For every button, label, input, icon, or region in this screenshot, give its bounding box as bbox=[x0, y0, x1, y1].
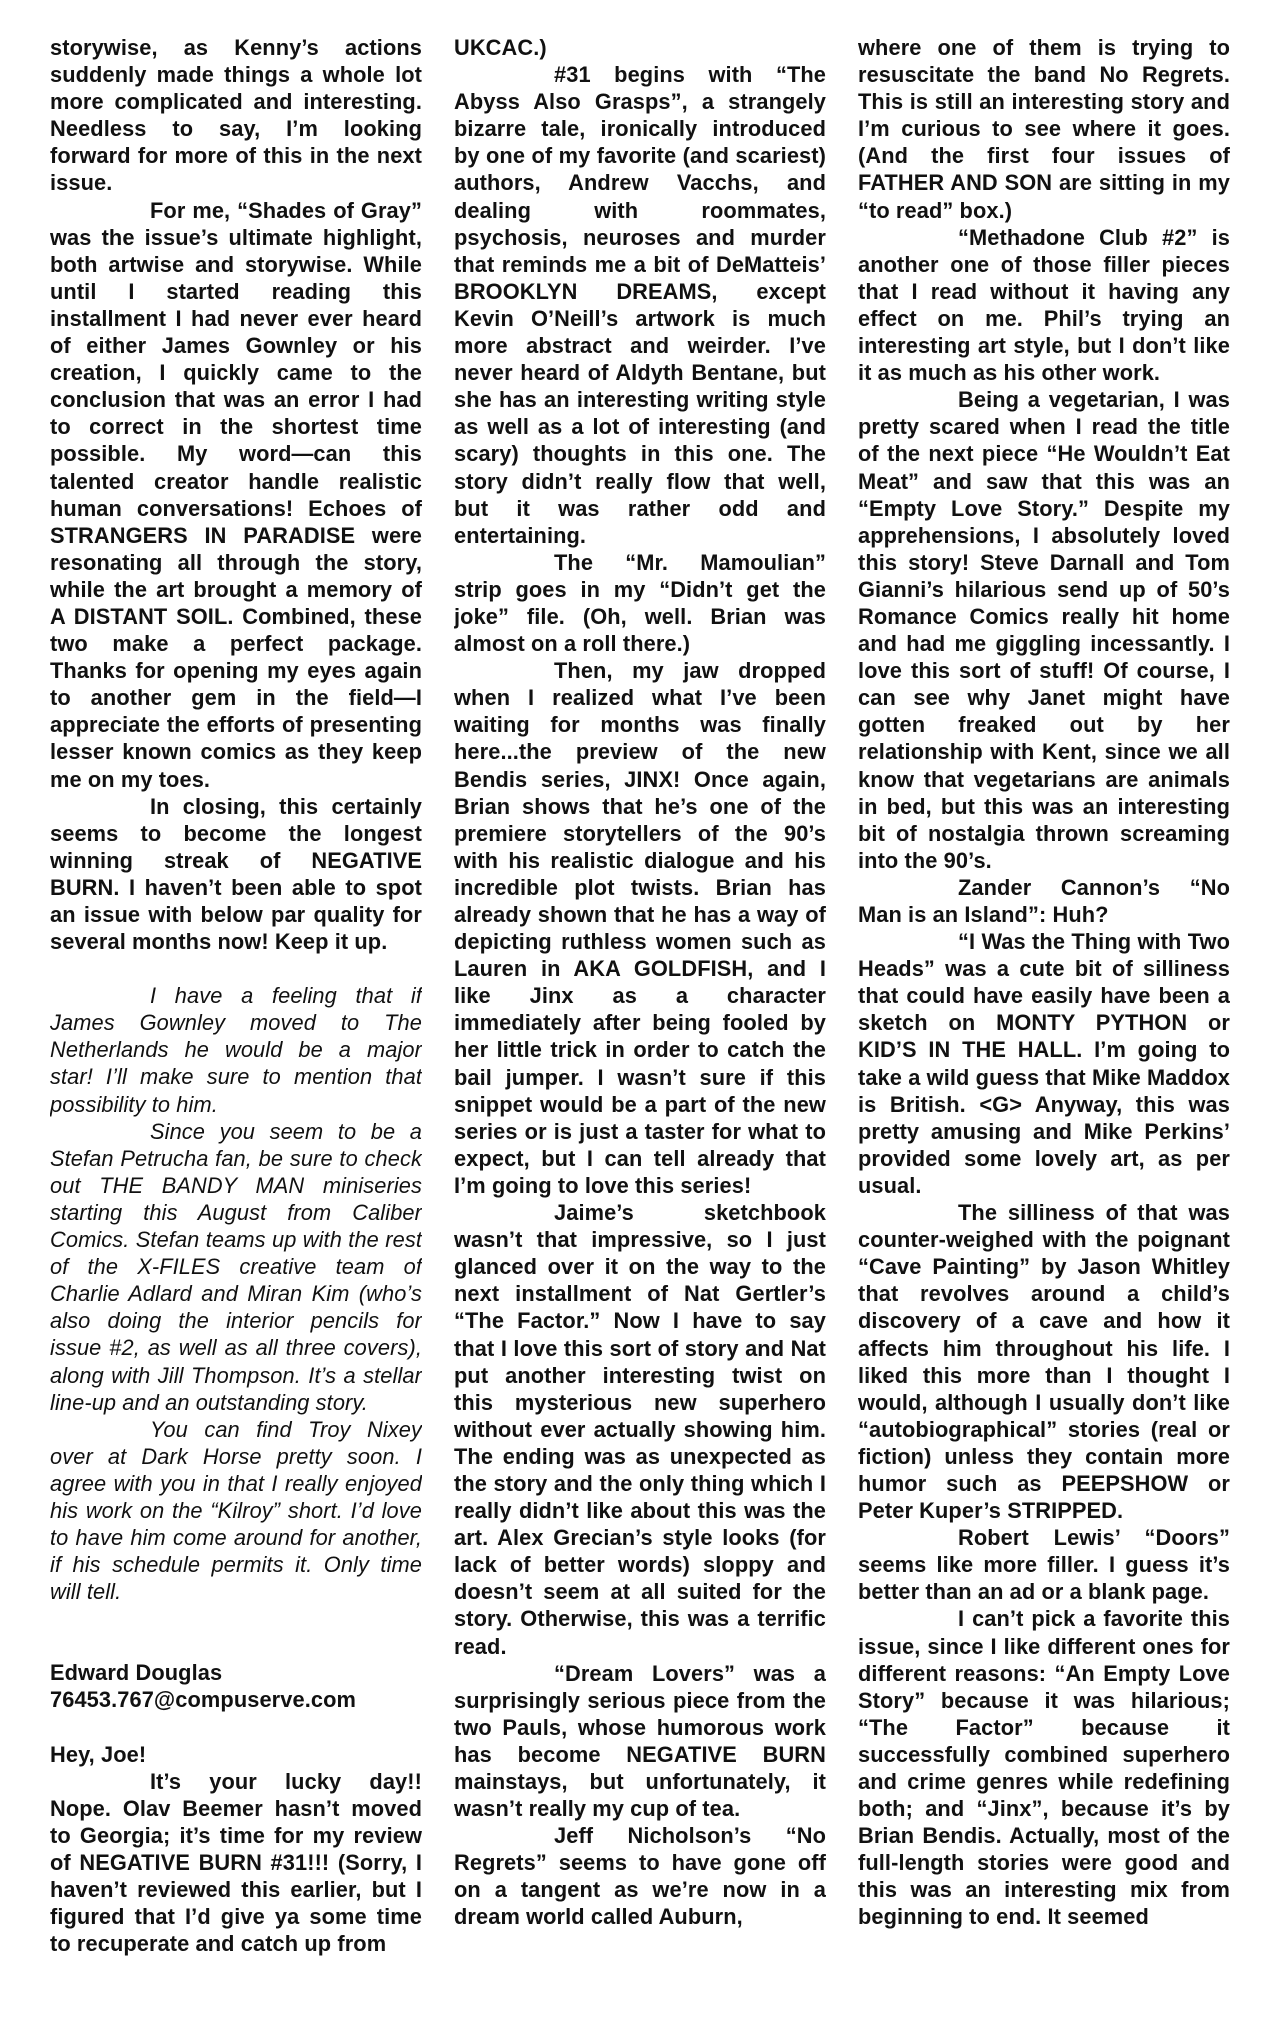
column-right bbox=[858, 34, 1230, 1994]
paragraph: The silliness of that was counter-weighed with the poignant “Cave Painting” by Jason Whitley that revolves around a child’s discovery of a cave and how it affects him throughout his life. I liked this more than I thought I would, although I usually don’t like “autobiographical” stories (real or fiction) unless they contain more humor such as PEEPSHOW or Peter Kuper’s STRIPPED. bbox=[858, 1200, 1230, 1524]
paragraph: “Methadone Club #2” is another one of those filler pieces that I read without it having any effect on me. Phil’s trying an interesting art style, but I don’t like it as much as his other work. bbox=[858, 224, 1230, 386]
paragraph: In closing, this certainly seems to become the longest winning streak of NEGATIVE BURN. I haven’t been able to spot an issue with below par quality for several months now! Keep it up. bbox=[50, 793, 422, 955]
paragraph: I can’t pick a favorite this issue, since I like different ones for different reasons: “An Empty Love Story” because it was hilarious; “The Factor” because it successfully combined superhero and crime genres while redefining both; and “Jinx”, because it’s by Brian Bendis. Actually, most of the full-length stories were good and this was an interesting mix from beginning to end. It seemed bbox=[858, 1606, 1230, 1930]
reply-paragraph: You can find Troy Nixey over at Dark Horse pretty soon. I agree with you in that I really enjoyed his work on the “Kilroy” short. I’d love to have him come around for another, if his schedule permits it. Only time will tell. bbox=[50, 1416, 422, 1605]
paragraph: where one of them is trying to resuscitate the band No Regrets. This is still an interesting story and I’m curious to see where it goes.(And the first four issues of FATHER AND SON are sitting in my “to read” box.) bbox=[858, 35, 1230, 223]
column-left bbox=[50, 34, 422, 1994]
paragraph: UKCAC.) bbox=[454, 35, 547, 60]
paragraph: #31 begins with “The Abyss Also Grasps”, a strangely bizarre tale, ironically introduced by one of my favorite (and scariest) authors, Andrew Vacchs, and dealing with roommates, psychosis, neuroses and murder that reminds me a bit of DeMatteis’ BROOKLYN DREAMS, except Kevin O’Neill’s artwork is much more abstract and weirder. I’ve never heard of Aldyth Bentane, but she has an interesting writing style as well as a lot of interesting (and scary) thoughts in this one. The story didn’t really flow that well, but it was rather odd and entertaining. bbox=[454, 62, 826, 548]
signature-name: Edward Douglas bbox=[50, 1660, 223, 1686]
paragraph: Being a vegetarian, I was pretty scared when I read the title of the next piece “He Wouldn’t Eat Meat” and saw that this was an “Empty Love Story.” Despite my apprehensions, I absolutely loved this story! Steve Darnall and Tom Gianni’s hilarious send up of 50’s Romance Comics really hit home and had me giggling incessantly. I love this sort of stuff! Of course, I can see why Janet might have gotten freaked out by her relationship with Kent, since we all know that vegetarians are animals in bed, but this was an interesting bit of nostalgia thrown screaming into the 90’s. bbox=[858, 387, 1230, 873]
paragraph: Jeff Nicholson’s “No Regrets” seems to have gone off on a tangent as we’re now in a dream world called Auburn, bbox=[454, 1823, 826, 1930]
paragraph: Jaime’s sketchbook wasn’t that impressive, so I just glanced over it on the way to the next installment of Nat Gertler’s “The Factor.” Now I have to say that I love this sort of story and Nat put another interesting twist on this mysterious new superhero without ever actually showing him. The ending was as unexpected as the story and the only thing which I really didn’t like about this was the art. Alex Grecian’s style looks (for lack of better words) sloppy and doesn’t seem at all suited for the story. Otherwise, this was a terrific read. bbox=[454, 1200, 826, 1659]
paragraph: The “Mr. Mamoulian” strip goes in my “Didn’t get the joke” file. (Oh, well. Brian was almost on a roll there.) bbox=[454, 549, 826, 657]
letter-signature bbox=[50, 1659, 422, 1713]
reply-paragraph: I have a feeling that if James Gownley moved to The Netherlands he would be a major star! I’ll make sure to mention that possibility to him. bbox=[50, 983, 422, 1117]
paragraph: storywise, as Kenny’s actions suddenly made things a whole lot more complicated and interesting. Needless to say, I’m looking forward for more of this in the next issue. bbox=[50, 35, 422, 196]
paragraph: For me, “Shades of Gray” was the issue’s ultimate highlight, both artwise and storywise. While until I started reading this installment I had never ever heard of either James Gownley or his creation, I quickly came to the conclusion that was an error I had to correct in the shortest time possible. My word—can this talented creator handle realistic human conversations! Echoes of STRANGERS IN PARADISE were resonating all through the story, while the art brought a memory of A DISTANT SOIL. Combined, these two make a perfect package. Thanks for opening my eyes again to another gem in the field—I appreciate the efforts of presenting lesser known comics as they keep me on my toes. bbox=[50, 197, 422, 792]
reply-paragraph: Since you seem to be a Stefan Petrucha fan, be sure to check out THE BANDY MAN miniseries starting this August from Caliber Comics. Stefan teams up with the rest of the X-FILES creative team of Charlie Adlard and Miran Kim (who’s also doing the interior pencils for issue #2, as well as all three covers), along with Jill Thompson. It’s a stellar line-up and an outstanding story. bbox=[50, 1118, 422, 1415]
paragraph: Then, my jaw dropped when I realized what I’ve been waiting for months was finally here...the preview of the new Bendis series, JINX! Once again, Brian shows that he’s one of the premiere storytellers of the 90’s with his realistic dialogue and his incredible plot twists. Brian has already shown that he has a way of depicting ruthless women such as Lauren in AKA GOLDFISH, and I like Jinx as a character immediately after being fooled by her little trick in order to catch the bail jumper. I wasn’t sure if this snippet would be a part of the new series or is just a taster for what to expect, but I can tell already that I’m going to love this series! bbox=[454, 658, 826, 1198]
column-middle bbox=[454, 34, 826, 1994]
paragraph: “I Was the Thing with Two Heads” was a cute bit of silliness that could have easily have been a sketch on MONTY PYTHON or KID’S IN THE HALL. I’m going to take a wild guess that Mike Maddox is British. <G> Anyway, this was pretty amusing and Mike Perkins’ provided some lovely art, as per usual. bbox=[858, 929, 1230, 1198]
signature-email: 76453.767@compuserve.com bbox=[50, 1687, 356, 1713]
paragraph: It’s your lucky day!! Nope. Olav Beemer hasn’t moved to Georgia; it’s time for my review of NEGATIVE BURN #31!!! (Sorry, I haven’t reviewed this earlier, but I figured that I’d give ya some time to recuperate and catch up from bbox=[50, 1768, 422, 1957]
paragraph: Robert Lewis’ “Doors” seems like more filler. I guess it’s better than an ad or a blank page. bbox=[858, 1525, 1230, 1605]
paragraph: Zander Cannon’s “No Man is an Island”: Huh? bbox=[858, 874, 1230, 927]
editor-reply bbox=[50, 982, 422, 1605]
letter-greeting: Hey, Joe! bbox=[50, 1741, 147, 1767]
paragraph: “Dream Lovers” was a surprisingly serious piece from the two Pauls, whose humorous work has become NEGATIVE BURN mainstays, but unfortunately, it wasn’t really my cup of tea. bbox=[454, 1660, 826, 1822]
letters-page bbox=[50, 34, 1230, 1994]
